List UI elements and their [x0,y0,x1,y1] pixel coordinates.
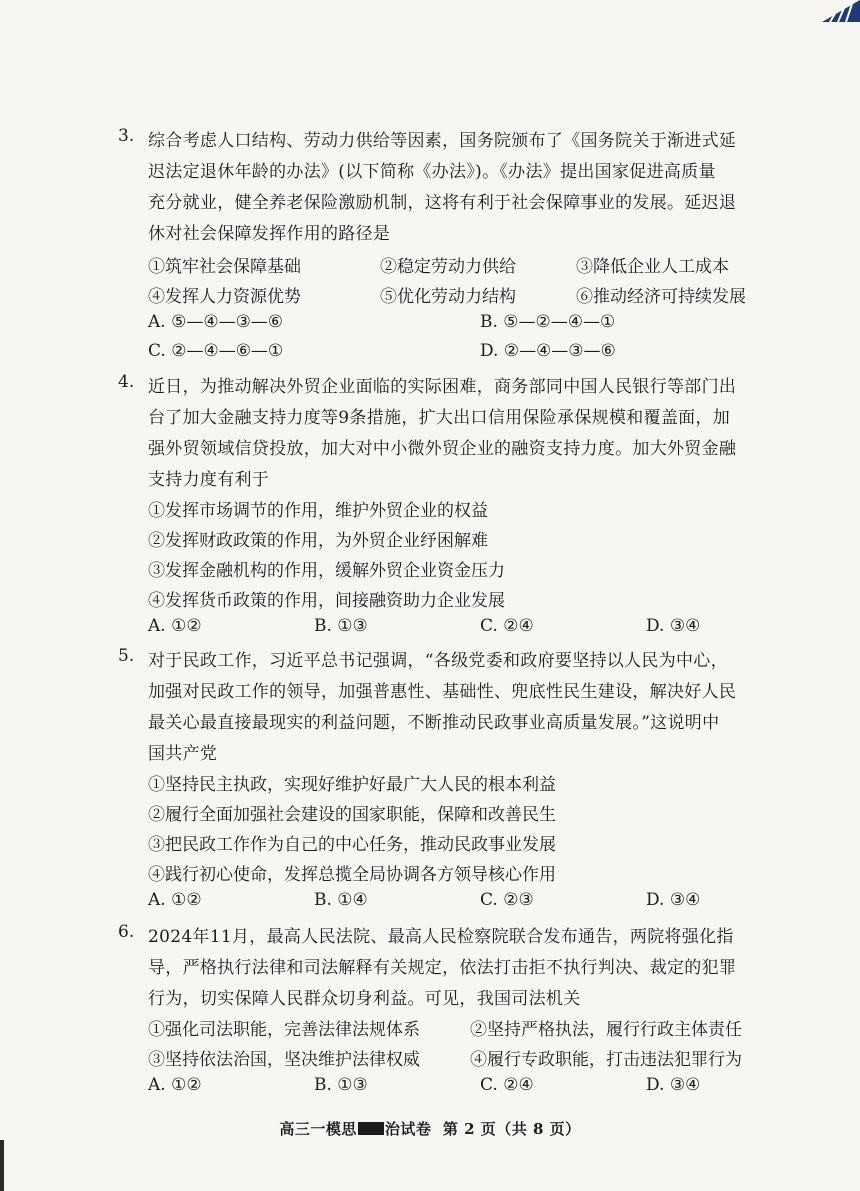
question-text-line: 支持力度有利于 [148,470,270,490]
question-text-line: 综合考虑人口结构、劳动力供给等因素，国务院颁布了《国务院关于渐进式延 [148,131,737,151]
question-text-line: 加强对民政工作的领导，加强普惠性、基础性、兜底性民生建设，解决好人民 [148,682,737,702]
answer-option-c: C. ②④ [480,616,534,636]
statement: ④发挥货币政策的作用，间接融资助力企业发展 [148,591,505,611]
scan-corner-mark [800,0,860,22]
statement: ④发挥人力资源优势 [148,287,301,307]
page-footer [0,1118,860,1139]
answer-option-b: B. ①③ [314,616,368,636]
question-text-line: 迟法定退休年龄的办法》(以下简称《办法》)。《办法》提出国家促进高质量 [148,162,716,182]
answer-option-a: A. ①② [148,1075,202,1095]
footer-exam-title-right: 治试卷 [384,1120,432,1138]
answer-option-b: B. ①④ [314,890,368,910]
footer-exam-title-left: 高三一模思 [279,1120,357,1138]
statement: ①筑牢社会保障基础 [148,257,301,277]
statement: ②发挥财政政策的作用，为外贸企业纾困解难 [148,531,488,551]
answer-option-d: D. ③④ [646,890,701,910]
question-text-line: 强外贸领域信贷投放，加大对中小微外贸企业的融资支持力度。加大外贸金融 [148,439,737,459]
statement: ④践行初心使命，发挥总揽全局协调各方领导核心作用 [148,865,556,885]
answer-option-b: B. ⑤—②—④—① [480,312,616,332]
statement: ②坚持严格执法，履行行政主体责任 [470,1020,742,1040]
statement: ③把民政工作作为自己的中心任务，推动民政事业发展 [148,835,556,855]
question-text-line: 最关心最直接最现实的利益问题，不断推动民政事业高质量发展。”这说明中 [148,713,720,733]
question-text-line: 充分就业，健全养老保险激励机制，这将有利于社会保障事业的发展。延迟退 [148,193,737,213]
question-text-line: 近日，为推动解决外贸企业面临的实际困难，商务部同中国人民银行等部门出 [148,377,737,397]
statement: ①坚持民主执政，实现好维护好最广大人民的根本利益 [148,775,556,795]
scan-edge-mark [0,1140,4,1191]
statement: ④履行专政职能，打击违法犯罪行为 [470,1050,742,1070]
statement: ①强化司法职能，完善法律法规体系 [148,1020,420,1040]
question-text-line: 行为，切实保障人民群众切身利益。可见，我国司法机关 [148,989,581,1009]
question-text-line: 导，严格执行法律和司法解释有关规定，依法打击拒不执行判决、裁定的犯罪 [148,958,737,978]
statement: ⑤优化劳动力结构 [380,287,516,307]
statement: ③发挥金融机构的作用，缓解外贸企业资金压力 [148,561,505,581]
answer-option-a: A. ⑤—④—③—⑥ [148,312,284,332]
statement: ②履行全面加强社会建设的国家职能，保障和改善民生 [148,805,556,825]
question-text-line: 国共产党 [148,744,218,764]
answer-option-c: C. ②④ [480,1075,534,1095]
question-number: 6. [118,922,135,942]
statement: ⑥推动经济可持续发展 [576,287,746,307]
redaction-mark [358,1122,384,1135]
statement: ③坚持依法治国，坚决维护法律权威 [148,1050,420,1070]
answer-option-a: A. ①② [148,890,202,910]
answer-option-a: A. ①② [148,616,202,636]
question-text-line: 台了加大金融支持力度等9条措施，扩大出口信用保险承保规模和覆盖面，加 [148,408,731,428]
answer-option-c: C. ②—④—⑥—① [148,341,284,361]
statement: ②稳定劳动力供给 [380,257,516,277]
question-number: 5. [118,646,135,666]
statement: ③降低企业人工成本 [576,257,729,277]
statement: ①发挥市场调节的作用，维护外贸企业的权益 [148,501,488,521]
question-number: 4. [118,372,135,392]
question-number: 3. [118,126,135,146]
answer-option-c: C. ②③ [480,890,534,910]
footer-page-number: 第 2 页（共 8 页） [442,1120,581,1138]
question-text-line: 对于民政工作，习近平总书记强调，“各级党委和政府要坚持以人民为中心， [148,651,728,671]
answer-option-d: D. ③④ [646,616,701,636]
question-text-line: 2024年11月，最高人民法院、最高人民检察院联合发布通告，两院将强化指 [148,927,734,947]
answer-option-d: D. ②—④—③—⑥ [480,341,616,361]
question-text-line: 休对社会保障发挥作用的路径是 [148,224,391,244]
answer-option-d: D. ③④ [646,1075,701,1095]
answer-option-b: B. ①③ [314,1075,368,1095]
